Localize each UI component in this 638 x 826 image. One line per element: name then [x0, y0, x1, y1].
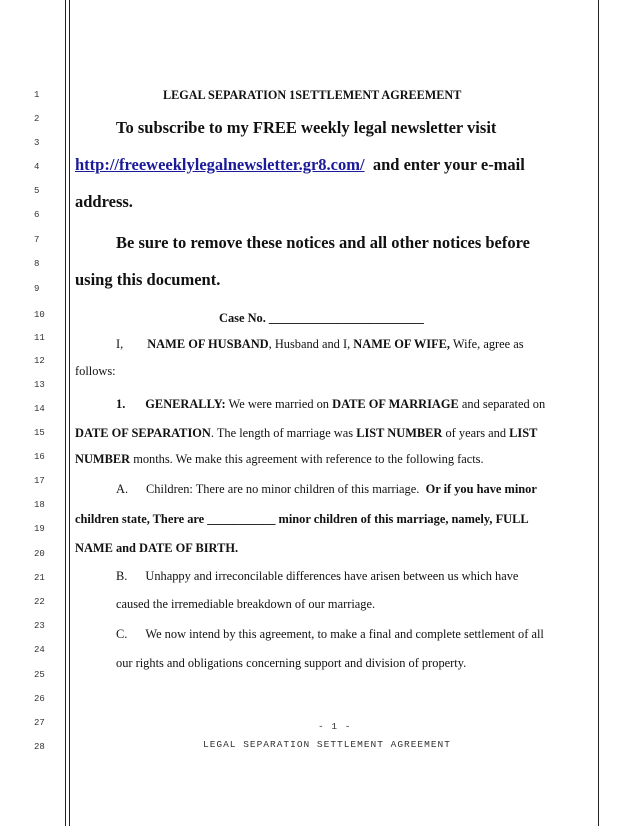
item-a-label: A.: [116, 482, 129, 496]
line-number: 6: [34, 210, 40, 220]
notice-line-2-rest: and enter your e-mail: [372, 155, 525, 174]
wife-name-placeholder: NAME OF WIFE,: [353, 337, 451, 351]
generally-text-5: months. We make this agreement with reference to the following facts.: [133, 452, 484, 466]
line-number: 7: [34, 235, 40, 245]
line-number: 18: [34, 500, 45, 510]
section-heading: GENERALLY:: [145, 397, 226, 411]
page-number: - 1 -: [318, 721, 352, 732]
line-number: 26: [34, 694, 45, 704]
date-of-separation-placeholder: DATE OF SEPARATION: [75, 426, 211, 440]
line-number: 14: [34, 404, 45, 414]
husband-name-placeholder: NAME OF HUSBAND: [147, 337, 269, 351]
case-number: Case No. _________________________: [219, 311, 424, 325]
list-placeholder: LIST: [509, 426, 538, 440]
generally-text-3: . The length of marriage was: [210, 426, 354, 440]
item-b-line-1: [116, 569, 518, 584]
right-margin-rule: [598, 0, 599, 826]
item-b-line-2: caused the irremediable breakdown of our marriage.: [116, 597, 376, 611]
generally-line-2: [75, 426, 537, 441]
line-number: 27: [34, 718, 45, 728]
line-number: 20: [34, 549, 45, 559]
line-number: 24: [34, 645, 45, 655]
notice-line-4: Be sure to remove these notices and all other notices before: [116, 233, 530, 252]
generally-line-1: [116, 397, 545, 412]
notice-line-3: address.: [75, 192, 133, 211]
line-number: 15: [34, 428, 45, 438]
intro-line: [116, 337, 524, 352]
generally-text-1: We were married on: [228, 397, 330, 411]
line-number: 3: [34, 138, 40, 148]
line-number: 9: [34, 284, 40, 294]
line-number: 1: [34, 90, 40, 100]
item-c-line-2: our rights and obligations concerning support and division of property.: [116, 656, 467, 670]
item-c-text: We now intend by this agreement, to make a final and complete settlement of all: [145, 627, 544, 641]
list-number-placeholder: LIST NUMBER: [356, 426, 443, 440]
line-number: 13: [34, 380, 45, 390]
line-number: 11: [34, 333, 45, 343]
line-number: 22: [34, 597, 45, 607]
item-c-line-1: [116, 627, 544, 642]
intro-follows: follows:: [75, 364, 116, 378]
section-number: 1.: [116, 397, 126, 411]
intro-end: Wife, agree as: [452, 337, 524, 351]
date-of-marriage-placeholder: DATE OF MARRIAGE: [332, 397, 459, 411]
line-number: 23: [34, 621, 45, 631]
line-number: 19: [34, 524, 45, 534]
line-number: 28: [34, 742, 45, 752]
generally-text-2: and separated on: [461, 397, 546, 411]
generally-text-4: of years and: [445, 426, 507, 440]
number-placeholder: NUMBER: [75, 452, 131, 466]
line-number: 17: [34, 476, 45, 486]
line-number: 16: [34, 452, 45, 462]
line-number: 12: [34, 356, 45, 366]
intro-i: I,: [116, 337, 124, 351]
line-number: 25: [34, 670, 45, 680]
notice-line-1: To subscribe to my FREE weekly legal newsletter visit: [116, 118, 497, 137]
line-number: 2: [34, 114, 40, 124]
item-a-line-1: [116, 482, 537, 497]
notice-line-2: [75, 155, 525, 175]
line-number: 4: [34, 162, 40, 172]
line-number: 10: [34, 310, 45, 320]
document-title: LEGAL SEPARATION 1SETTLEMENT AGREEMENT: [163, 88, 462, 102]
left-margin-rule-outer: [65, 0, 66, 826]
line-number: 5: [34, 186, 40, 196]
notice-line-5: using this document.: [75, 270, 221, 289]
item-b-label: B.: [116, 569, 128, 583]
intro-mid: , Husband and I,: [268, 337, 351, 351]
item-b-text: Unhappy and irreconcilable differences have arisen between us which have: [145, 569, 519, 583]
footer-title: LEGAL SEPARATION SETTLEMENT AGREEMENT: [203, 739, 451, 750]
newsletter-link[interactable]: http://freeweeklylegalnewsletter.gr8.com/: [75, 155, 365, 174]
item-c-label: C.: [116, 627, 128, 641]
item-a-bold-1: Or if you have minor: [425, 482, 537, 496]
generally-line-3: [75, 452, 484, 467]
item-a-text: Children: There are no minor children of this marriage.: [146, 482, 420, 496]
item-a-line-3: NAME and DATE OF BIRTH.: [75, 541, 239, 555]
item-a-line-2: children state, There are ___________ minor children of this marriage, namely, FULL: [75, 512, 529, 526]
line-number: 8: [34, 259, 40, 269]
left-margin-rule-inner: [69, 0, 70, 826]
line-number: 21: [34, 573, 45, 583]
